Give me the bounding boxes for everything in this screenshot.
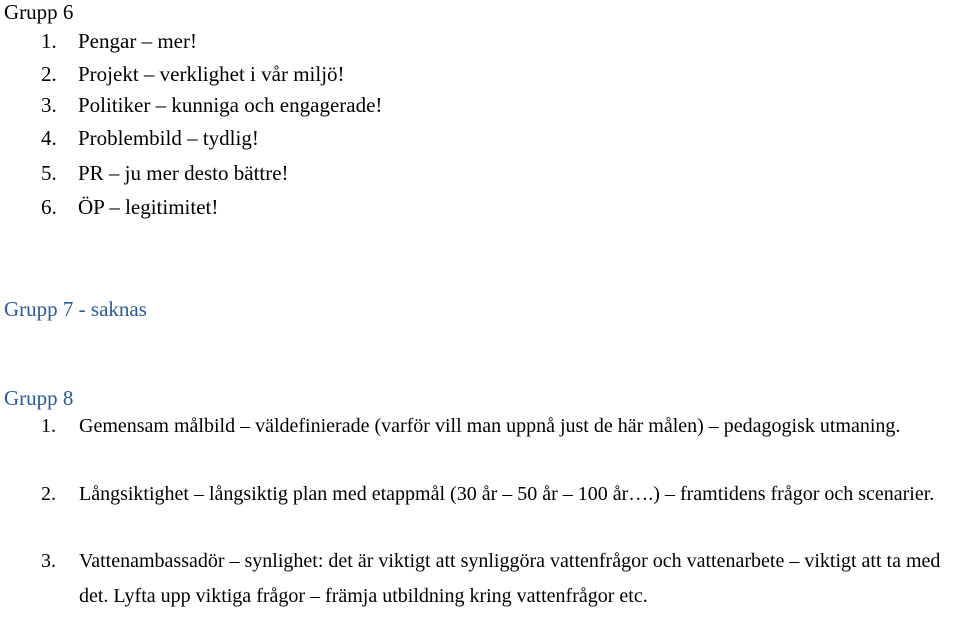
item-text: PR – ju mer desto bättre!: [78, 161, 289, 185]
group-8-heading: Grupp 8: [4, 386, 74, 410]
group-7-heading: Grupp 7 - saknas: [4, 297, 147, 321]
item-text: Projekt – verklighet i vår miljö!: [78, 62, 345, 86]
item-number: 2.: [41, 62, 57, 86]
item-number: 1.: [41, 415, 56, 437]
list-item: [41, 195, 218, 219]
item-number: 2.: [41, 483, 56, 505]
item-number: 3.: [41, 550, 56, 572]
list-item: [41, 126, 259, 150]
list-item: [41, 93, 382, 117]
list-item: [41, 62, 345, 86]
item-text: Pengar – mer!: [78, 29, 197, 53]
group-6-heading: Grupp 6: [4, 0, 74, 24]
list-item: [41, 409, 956, 444]
item-text: Vattenambassadör – synlighet: det är viktigt att synliggöra vattenfrågor och vattenarbete – viktigt att ta med det. Lyfta upp viktiga frågor – främja utbildning kring vattenfrågor etc.: [79, 550, 941, 607]
item-text: Gemensam målbild – väldefinierade (varför vill man uppnå just de här målen) – pedagogisk utmaning.: [79, 415, 901, 437]
item-text: Långsiktighet – långsiktig plan med etappmål (30 år – 50 år – 100 år….) – framtidens frågor och scenarier.: [79, 483, 935, 505]
list-item: [41, 544, 956, 614]
list-item: [41, 161, 289, 185]
item-number: 1.: [41, 29, 57, 53]
item-text: Problembild – tydlig!: [78, 126, 259, 150]
item-text: ÖP – legitimitet!: [78, 195, 219, 219]
item-text: Politiker – kunniga och engagerade!: [78, 93, 383, 117]
item-number: 6.: [41, 195, 57, 219]
item-number: 4.: [41, 126, 57, 150]
item-number: 5.: [41, 161, 57, 185]
list-item: [41, 477, 956, 512]
item-number: 3.: [41, 93, 57, 117]
list-item: [41, 29, 197, 53]
